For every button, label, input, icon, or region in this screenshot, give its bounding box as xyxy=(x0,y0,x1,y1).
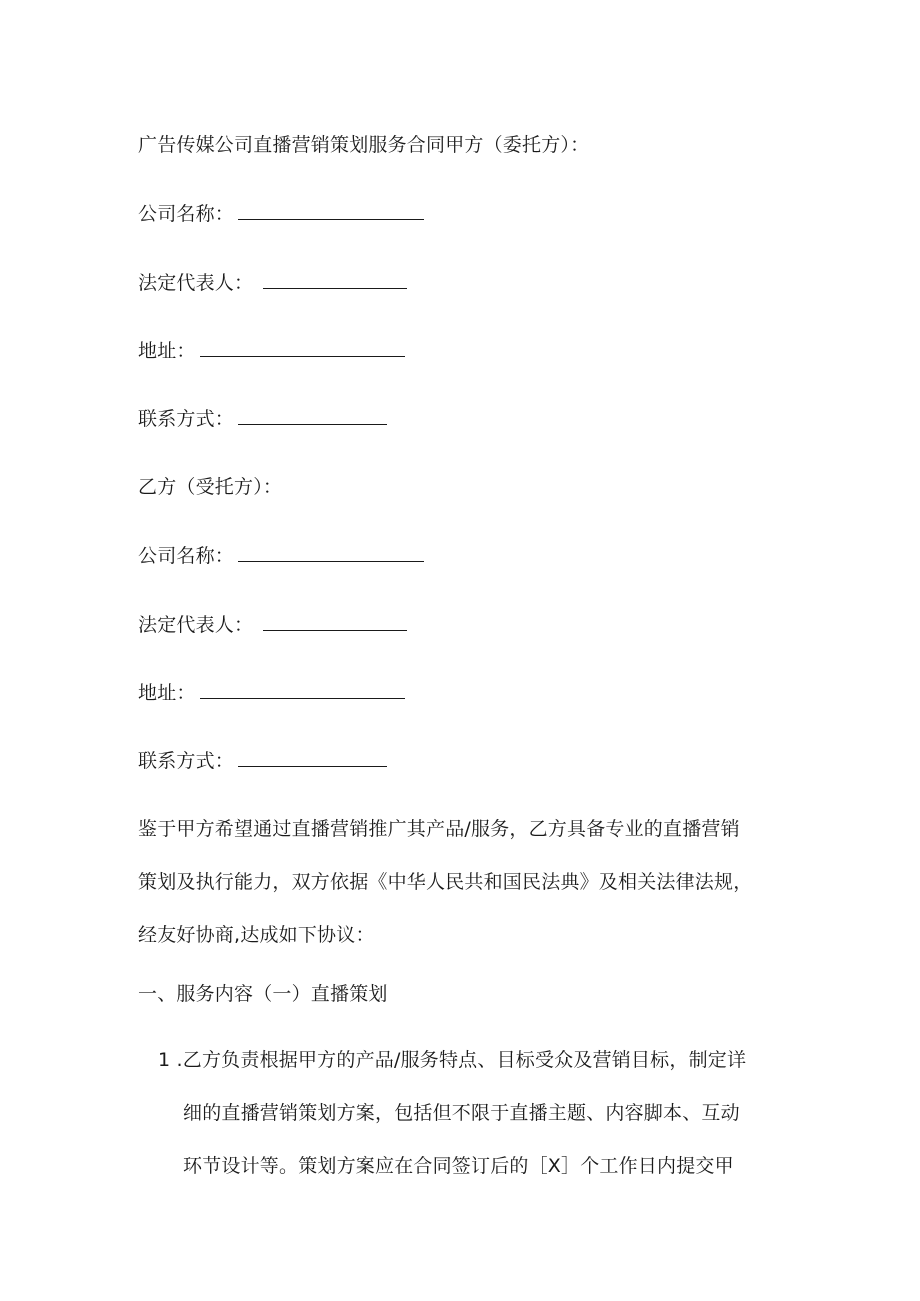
party-a-address-label: 地址： xyxy=(138,340,196,362)
party-a-contact-blank[interactable] xyxy=(238,406,387,425)
item-line: 细的直播营销策划方案，包括但不限于直播主题、内容脚本、互动 xyxy=(183,1102,740,1124)
preamble-line: 策划及执行能力，双方依据《中华人民共和国民法典》及相关法律法规， xyxy=(138,871,753,893)
party-a-address-field xyxy=(138,338,405,363)
party-a-rep-field xyxy=(138,270,407,295)
list-item xyxy=(158,1043,788,1183)
party-b-rep-blank[interactable] xyxy=(263,612,407,631)
preamble-line: 经友好协商,达成如下协议： xyxy=(138,924,375,946)
party-b-heading: 乙方（受托方）： xyxy=(138,476,283,498)
party-b-company-label: 公司名称： xyxy=(138,545,235,567)
item-line: 1 .乙方负责根据甲方的产品/服务特点、目标受众及营销目标，制定详 xyxy=(158,1049,747,1071)
party-b-address-label: 地址： xyxy=(138,682,196,704)
party-b-address-blank[interactable] xyxy=(200,680,405,699)
party-b-rep-field xyxy=(138,612,407,637)
party-b-company-blank[interactable] xyxy=(238,543,424,562)
party-a-rep-blank[interactable] xyxy=(263,270,407,289)
section-heading: 一、服务内容（一）直播策划 xyxy=(138,983,388,1005)
party-b-contact-label: 联系方式： xyxy=(138,750,235,772)
party-b-company-field xyxy=(138,543,424,568)
party-a-rep-label: 法定代表人： xyxy=(138,272,254,294)
party-b-contact-blank[interactable] xyxy=(238,748,387,767)
party-b-address-field xyxy=(138,680,405,705)
party-b-rep-label: 法定代表人： xyxy=(138,614,254,636)
contract-title: 广告传媒公司直播营销策划服务合同甲方（委托方）： xyxy=(138,134,590,156)
party-a-contact-label: 联系方式： xyxy=(138,408,235,430)
item-line: 环节设计等。策划方案应在合同签订后的［X］个工作日内提交甲 xyxy=(183,1155,734,1177)
party-a-company-label: 公司名称： xyxy=(138,203,235,225)
party-a-company-blank[interactable] xyxy=(238,201,424,220)
preamble-line: 鉴于甲方希望通过直播营销推广其产品/服务，乙方具备专业的直播营销 xyxy=(138,818,740,840)
party-a-address-blank[interactable] xyxy=(200,338,405,357)
party-b-contact-field xyxy=(138,748,387,773)
party-a-contact-field xyxy=(138,406,387,431)
preamble-paragraph xyxy=(138,812,788,952)
party-a-company-field xyxy=(138,201,424,226)
